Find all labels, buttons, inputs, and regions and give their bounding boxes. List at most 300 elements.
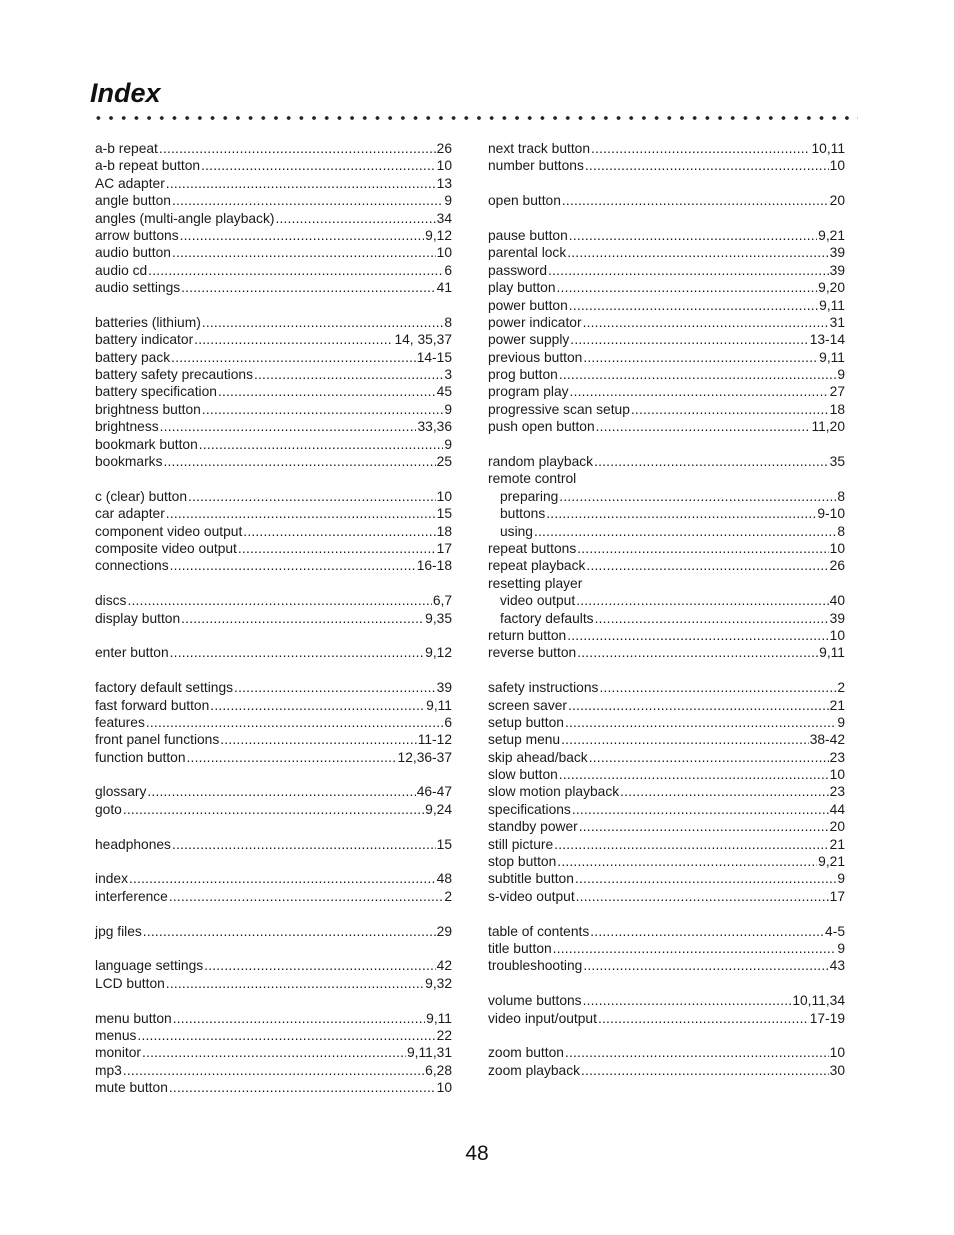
- index-term: a-b repeat button: [95, 158, 201, 174]
- dot-leader: [137, 1027, 435, 1044]
- index-pages: 10: [829, 540, 845, 556]
- index-pages: 10: [436, 1080, 452, 1096]
- index-pages: 9: [444, 401, 452, 417]
- index-term: slow button: [488, 767, 558, 783]
- index-term: specifications: [488, 801, 571, 817]
- dot-leader: [170, 644, 425, 661]
- index-entry: [95, 975, 452, 992]
- dot-leader: [243, 523, 435, 540]
- dot-leader: [147, 783, 415, 800]
- dot-leader: [173, 1010, 425, 1027]
- index-term: title button: [488, 940, 552, 956]
- index-pages: 34: [436, 210, 452, 226]
- dot-leader: [123, 1062, 424, 1079]
- index-entry: [95, 488, 452, 505]
- dot-leader: [581, 1062, 829, 1079]
- index-pages: 4-5: [825, 923, 845, 939]
- index-term: previous button: [488, 349, 583, 365]
- index-term: repeat playback: [488, 558, 586, 574]
- index-pages: 6,28: [425, 1062, 452, 1078]
- index-pages: 9,11: [819, 349, 845, 365]
- dot-leader: [202, 314, 444, 331]
- index-term: glossary: [95, 784, 147, 800]
- index-entry: [488, 818, 845, 835]
- index-entry: [488, 992, 845, 1009]
- dot-leader: [166, 505, 436, 522]
- dot-leader: [559, 366, 837, 383]
- index-entry: [488, 836, 845, 853]
- index-pages: 42: [436, 958, 452, 974]
- index-term: display button: [95, 610, 181, 626]
- index-subentry: [488, 523, 845, 540]
- index-term: using: [500, 523, 533, 539]
- dot-leader: [546, 505, 816, 522]
- index-pages: 39: [829, 610, 845, 626]
- index-term: c (clear) button: [95, 488, 188, 504]
- index-term: power indicator: [488, 314, 582, 330]
- index-term: bookmark button: [95, 436, 198, 452]
- dot-leader: [583, 992, 792, 1009]
- dot-leader: [169, 888, 443, 905]
- dot-leader: [159, 140, 436, 157]
- index-term: car adapter: [95, 506, 165, 522]
- index-entry: [95, 714, 452, 731]
- dot-leader: [631, 401, 829, 418]
- index-pages: 9: [837, 871, 845, 887]
- index-pages: 29: [436, 923, 452, 939]
- index-pages: 26: [436, 141, 452, 156]
- index-spacer: [488, 662, 845, 679]
- dot-leader: [181, 279, 436, 296]
- index-entry: [488, 192, 845, 209]
- index-entry: [95, 366, 452, 383]
- dot-leader: [572, 801, 829, 818]
- dot-leader: [569, 297, 818, 314]
- index-subentry: [488, 505, 845, 522]
- index-spacer: [95, 905, 452, 922]
- index-entry: [95, 349, 452, 366]
- index-spacer: [95, 992, 452, 1009]
- index-entry: [488, 853, 845, 870]
- dot-leader: [577, 540, 828, 557]
- index-term: safety instructions: [488, 680, 599, 696]
- index-pages: 46-47: [416, 784, 452, 800]
- index-entry: [488, 349, 845, 366]
- index-entry: [488, 627, 845, 644]
- index-entry: [488, 697, 845, 714]
- index-term: enter button: [95, 645, 169, 661]
- index-pages: 26: [829, 558, 845, 574]
- index-term: LCD button: [95, 975, 165, 991]
- index-term: standby power: [488, 819, 578, 835]
- index-entry: [488, 766, 845, 783]
- index-term: program play: [488, 384, 569, 400]
- index-pages: 17: [436, 540, 452, 556]
- index-pages: 6: [444, 714, 452, 730]
- index-pages: 9,24: [425, 801, 452, 817]
- index-entry: [488, 1010, 845, 1027]
- dot-leader: [596, 418, 811, 435]
- index-entry: [95, 453, 452, 470]
- index-pages: 21: [829, 697, 845, 713]
- index-pages: 10,11,34: [792, 993, 845, 1009]
- dot-leader: [567, 627, 828, 644]
- index-entry: [488, 453, 845, 470]
- index-term: fast forward button: [95, 697, 210, 713]
- index-term: audio button: [95, 245, 171, 261]
- index-spacer: [95, 575, 452, 592]
- index-pages: 8: [444, 314, 452, 330]
- dot-leader: [148, 262, 443, 279]
- dot-leader: [172, 192, 443, 209]
- index-entry: [488, 418, 845, 435]
- index-pages: 35: [829, 454, 845, 470]
- index-entry: [95, 610, 452, 627]
- index-pages: 39: [829, 245, 845, 261]
- index-term: factory defaults: [500, 610, 594, 626]
- index-column-right: [488, 140, 845, 1079]
- index-term: repeat buttons: [488, 540, 577, 556]
- index-term: preparing: [500, 488, 559, 504]
- index-entry: [95, 244, 452, 261]
- index-term: troubleshooting: [488, 958, 583, 974]
- index-term: language settings: [95, 958, 204, 974]
- dot-leader: [218, 383, 436, 400]
- dot-leader: [565, 1044, 829, 1061]
- index-entry: [95, 175, 452, 192]
- index-pages: 23: [829, 784, 845, 800]
- index-entry: [488, 870, 845, 887]
- index-entry: [95, 557, 452, 574]
- index-term: front panel functions: [95, 732, 220, 748]
- index-pages: 9,35: [425, 610, 452, 626]
- index-term: parental lock: [488, 245, 567, 261]
- index-entry: [488, 540, 845, 557]
- dot-leader: [557, 279, 818, 296]
- index-entry: [95, 870, 452, 887]
- dot-leader: [275, 210, 435, 227]
- index-pages: 9,11: [819, 297, 845, 313]
- index-pages: 30: [829, 1062, 845, 1078]
- dot-leader: [166, 975, 424, 992]
- index-pages: 6: [444, 262, 452, 278]
- dot-leader: [171, 349, 416, 366]
- index-term: battery pack: [95, 349, 171, 365]
- index-entry: [488, 366, 845, 383]
- index-term: skip ahead/back: [488, 749, 588, 765]
- index-pages: 9,11: [426, 697, 452, 713]
- index-term: resetting player: [488, 575, 583, 591]
- index-pages: 9,21: [818, 854, 845, 870]
- dot-leader: [562, 192, 829, 209]
- index-term: battery indicator: [95, 332, 194, 348]
- index-entry: [95, 1027, 452, 1044]
- dot-leader: [553, 940, 837, 957]
- dot-leader: [594, 453, 829, 470]
- index-term: monitor: [95, 1045, 142, 1061]
- index-pages: 10: [829, 158, 845, 174]
- index-spacer: [95, 853, 452, 870]
- index-pages: 9: [837, 367, 845, 383]
- index-pages: 9,12: [425, 227, 452, 243]
- index-spacer: [488, 1027, 845, 1044]
- index-pages: 9-10: [817, 506, 845, 522]
- index-term: batteries (lithium): [95, 314, 201, 330]
- dot-leader: [570, 383, 829, 400]
- index-entry: [95, 697, 452, 714]
- index-spacer: [488, 175, 845, 192]
- index-pages: 14, 35,37: [394, 332, 452, 348]
- index-entry: [488, 783, 845, 800]
- index-pages: 21: [829, 836, 845, 852]
- index-column-left: [95, 140, 452, 1096]
- index-term: menu button: [95, 1010, 172, 1026]
- dot-leader: [146, 714, 443, 731]
- index-term: power button: [488, 297, 568, 313]
- dot-leader: [557, 853, 817, 870]
- index-term: screen saver: [488, 697, 567, 713]
- index-term: bookmarks: [95, 454, 163, 470]
- index-entry: [488, 227, 845, 244]
- index-entry: [488, 679, 845, 696]
- index-entry: [488, 957, 845, 974]
- index-term: features: [95, 714, 145, 730]
- index-pages: 20: [829, 819, 845, 835]
- index-heading: [488, 575, 845, 592]
- index-pages: 9,11: [819, 645, 845, 661]
- index-spacer: [488, 975, 845, 992]
- index-pages: 18: [829, 401, 845, 417]
- index-entry: [95, 401, 452, 418]
- index-spacer: [95, 470, 452, 487]
- index-term: connections: [95, 558, 169, 574]
- index-pages: 38-42: [809, 732, 845, 748]
- index-spacer: [488, 210, 845, 227]
- index-term: return button: [488, 627, 567, 643]
- index-pages: 44: [829, 801, 845, 817]
- index-entry: [488, 731, 845, 748]
- dot-leader: [577, 644, 818, 661]
- index-entry: [95, 157, 452, 174]
- index-pages: 9: [837, 714, 845, 730]
- index-entry: [488, 1062, 845, 1079]
- index-pages: 9: [444, 436, 452, 452]
- index-term: interference: [95, 888, 168, 904]
- index-pages: 13: [436, 175, 452, 191]
- index-entry: [95, 140, 452, 157]
- index-term: still picture: [488, 836, 554, 852]
- index-entry: [95, 801, 452, 818]
- index-pages: 10: [436, 245, 452, 261]
- index-term: composite video output: [95, 540, 237, 556]
- index-term: brightness button: [95, 401, 201, 417]
- index-pages: 22: [436, 1027, 452, 1043]
- dot-leader: [599, 679, 836, 696]
- index-entry: [95, 1010, 452, 1027]
- index-term: zoom playback: [488, 1062, 581, 1078]
- index-pages: 31: [829, 314, 845, 330]
- index-term: table of contents: [488, 923, 590, 939]
- index-entry: [488, 801, 845, 818]
- dot-leader: [129, 870, 436, 887]
- index-pages: 6,7: [432, 593, 452, 609]
- index-term: video output: [500, 593, 576, 609]
- index-entry: [488, 383, 845, 400]
- index-pages: 8: [837, 523, 845, 539]
- index-pages: 15: [436, 506, 452, 522]
- dot-leader: [160, 418, 417, 435]
- dot-leader: [569, 227, 817, 244]
- dot-leader: [172, 836, 436, 853]
- index-term: zoom button: [488, 1045, 564, 1061]
- index-entry: [488, 714, 845, 731]
- index-entry: [95, 679, 452, 696]
- dot-leader: [238, 540, 436, 557]
- index-entry: [95, 523, 452, 540]
- dot-leader: [187, 749, 397, 766]
- index-term: brightness: [95, 419, 159, 435]
- index-term: video input/output: [488, 1010, 597, 1026]
- index-term: number buttons: [488, 158, 584, 174]
- index-term: AC adapter: [95, 175, 165, 191]
- dot-leader: [620, 783, 829, 800]
- index-pages: 18: [436, 523, 452, 539]
- index-pages: 13-14: [809, 332, 845, 348]
- dot-leader: [595, 610, 829, 627]
- dot-leader: [585, 157, 829, 174]
- index-entry: [488, 888, 845, 905]
- dot-leader: [163, 453, 435, 470]
- dot-leader: [143, 923, 436, 940]
- index-pages: 10: [829, 767, 845, 783]
- index-entry: [488, 314, 845, 331]
- dot-leader: [204, 957, 435, 974]
- index-entry: [95, 749, 452, 766]
- index-term: mp3: [95, 1062, 122, 1078]
- index-term: prog button: [488, 367, 558, 383]
- index-entry: [95, 1062, 452, 1079]
- page-number: 48: [465, 1142, 489, 1165]
- index-entry: [95, 644, 452, 661]
- index-pages: 40: [829, 593, 845, 609]
- index-pages: 41: [436, 280, 452, 296]
- index-pages: 14-15: [416, 349, 452, 365]
- index-term: reverse button: [488, 645, 577, 661]
- index-spacer: [95, 297, 452, 314]
- index-term: battery specification: [95, 384, 217, 400]
- index-entry: [488, 749, 845, 766]
- index-term: discs: [95, 593, 127, 609]
- index-term: angle button: [95, 193, 171, 209]
- dot-leader: [169, 1079, 436, 1096]
- index-pages: 9,11: [426, 1010, 452, 1026]
- index-pages: 43: [829, 958, 845, 974]
- index-subentry: [488, 610, 845, 627]
- index-pages: 10: [436, 488, 452, 504]
- dot-leader: [554, 836, 828, 853]
- index-entry: [488, 157, 845, 174]
- index-entry: [488, 331, 845, 348]
- index-term: goto: [95, 801, 122, 817]
- dot-leader: [181, 610, 424, 627]
- index-term: index: [95, 871, 128, 887]
- index-pages: 11,20: [811, 419, 845, 435]
- index-pages: 20: [829, 193, 845, 209]
- index-entry: [488, 262, 845, 279]
- dot-leader: [127, 592, 431, 609]
- index-pages: 45: [436, 384, 452, 400]
- dot-leader: [589, 749, 829, 766]
- index-pages: 23: [829, 749, 845, 765]
- index-term: menus: [95, 1027, 137, 1043]
- index-entry: [95, 836, 452, 853]
- index-pages: 15: [436, 836, 452, 852]
- dot-leader: [180, 227, 425, 244]
- index-term: audio settings: [95, 280, 181, 296]
- index-term: open button: [488, 193, 561, 209]
- index-term: angles (multi-angle playback): [95, 210, 275, 226]
- dot-leader: [559, 766, 829, 783]
- index-entry: [95, 783, 452, 800]
- index-pages: 39: [829, 262, 845, 278]
- index-term: subtitle button: [488, 871, 574, 887]
- index-entry: [95, 314, 452, 331]
- index-pages: 9,32: [425, 975, 452, 991]
- dot-leader: [194, 331, 393, 348]
- index-entry: [488, 1044, 845, 1061]
- index-term: mute button: [95, 1080, 168, 1096]
- index-entry: [95, 888, 452, 905]
- index-spacer: [95, 818, 452, 835]
- dot-leader: [576, 888, 829, 905]
- index-entry: [95, 192, 452, 209]
- dotted-divider: [92, 114, 858, 122]
- index-term: function button: [95, 749, 186, 765]
- index-entry: [95, 505, 452, 522]
- index-pages: 10: [829, 1045, 845, 1061]
- index-pages: 10: [829, 627, 845, 643]
- index-term: next track button: [488, 141, 591, 156]
- index-pages: 39: [436, 680, 452, 696]
- index-pages: 25: [436, 454, 452, 470]
- index-entry: [488, 940, 845, 957]
- dot-leader: [568, 697, 829, 714]
- index-spacer: [95, 940, 452, 957]
- index-term: slow motion playback: [488, 784, 620, 800]
- index-spacer: [488, 905, 845, 922]
- dot-leader: [561, 731, 809, 748]
- index-entry: [95, 210, 452, 227]
- index-term: stop button: [488, 854, 557, 870]
- index-term: component video output: [95, 523, 243, 539]
- index-entry: [488, 279, 845, 296]
- index-entry: [95, 331, 452, 348]
- index-term: factory default settings: [95, 680, 234, 696]
- index-pages: 12,36-37: [397, 749, 452, 765]
- index-term: remote control: [488, 471, 577, 487]
- index-spacer: [488, 436, 845, 453]
- index-term: setup button: [488, 714, 564, 730]
- index-subentry: [488, 592, 845, 609]
- dot-leader: [199, 436, 444, 453]
- index-term: volume buttons: [488, 993, 582, 1009]
- index-entry: [95, 262, 452, 279]
- dot-leader: [583, 314, 829, 331]
- index-entry: [488, 644, 845, 661]
- dot-leader: [201, 157, 436, 174]
- index-term: arrow buttons: [95, 227, 179, 243]
- index-pages: 9: [444, 193, 452, 209]
